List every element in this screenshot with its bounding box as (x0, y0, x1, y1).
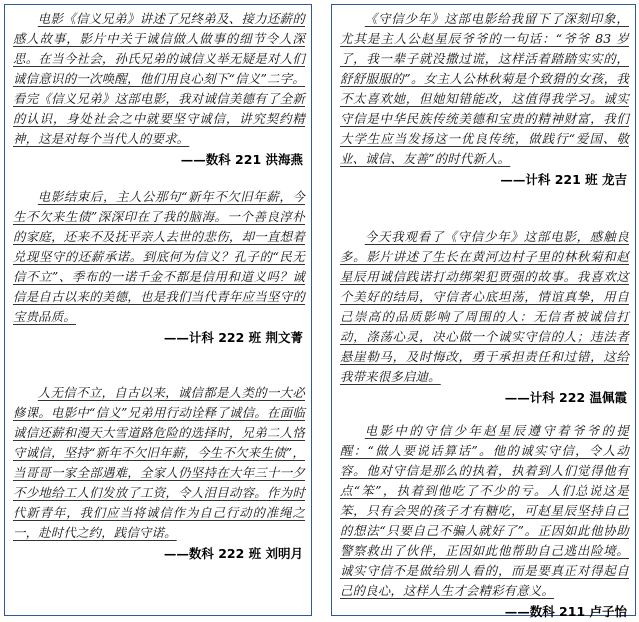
review-text: 电影中的守信少年赵星辰遵守着爷爷的提醒：“做人要说话算话”。他的诚实守信，令人动容。他对守信是那么的执着，执着到人们觉得他有点“笨”，执着到他吃了不少的亏。人们总说这是笨，只有会哭的孩子才有糖吃，可赵星辰坚持自己的想法“只要自己不骗人就好了”。正因如此他协助警察救出了伙伴，正因如此他帮助自己逃出险境。诚实守信不是做给别人看的，而是要真正对得起自己的良心，这样人生才会精彩有意义。 (340, 423, 629, 598)
review-signature: ——计科 221 班 龙吉 (500, 172, 627, 187)
review-text: 电影结束后，主人公那句“新年不欠旧年薪，今生不欠来生债”深深印在了我的脑海。一个善良淳朴的家庭，还来不及抚平亲人去世的悲伤，却一直想着兑现坚守的还薪承诺。到底何为信义？孔子的“民无信不立”、季布的一诺千金不都是信用和道义吗？诚信是自古以来的美德，也是我们当代青年应当坚守的宝贵品质。 (13, 189, 305, 324)
review-text: 今天我观看了《守信少年》这部电影，感触良多。影片讲述了生长在黄河边村子里的林秋菊和赵星辰用诚信践诺打动绑架犯贾强的故事。我喜欢这个美好的结局，守信者心底坦荡，情谊真挚，用自己崇高的品质影响了周围的人：无信者被诚信打动，涤荡心灵，决心做一个诚实守信的人；违法者悬崖勒马，及时悔改，勇于承担责任和过错，这给我带来很多启迪。 (340, 229, 629, 384)
review-card-2 (13, 187, 305, 346)
review-signature: ——数科 221 洪海燕 (180, 152, 303, 167)
review-card-5 (340, 227, 629, 406)
review-text: 《守信少年》这部电影给我留下了深刻印象，尤其是主人公赵星辰爷爷的一句话：“爷爷 83 岁了，我一辈子就没撒过谎，这样活着踏踏实实的，舒舒服服的”。女主人公林秋菊是个致猾的女孩，我不太喜欢她，但她知错能改，这值得我学习。诚实守信是中华民族传统美德和宝贵的精神财富，我们大学生应当发扬这一优良传统，做践行“爱国、敬业、诚信、友善”的时代新人。 (340, 11, 629, 166)
review-signature: ——数科 222 班 刘明月 (163, 546, 303, 561)
review-signature: ——计科 222 温佩霞 (504, 390, 627, 405)
review-card-1 (13, 9, 305, 168)
review-text: 人无信不立，自古以来，诚信都是人类的一大必修课。电影中“信义”兄弟用行动诠释了诚信。在面临诚信还薪和漫天大雪道路危险的选择时，兄弟二人恪守诚信，坚持“新年不欠旧年薪，今生不欠来生债”，当哥哥一家全部遇难，全家人仍坚持在大年三十一夕不少地给工人们发放了工资，令人泪目动容。作为时代新青年，我们应当将诚信作为自己行动的准绳之一，赴时代之约，践信守诺。 (13, 385, 305, 540)
review-card-6 (340, 421, 629, 620)
review-card-4 (340, 9, 629, 188)
review-signature: ——数科 211 卢子怡 (504, 604, 627, 619)
left-review-column (4, 4, 312, 616)
review-card-3 (13, 383, 305, 562)
review-signature: ——计科 222 班 荆文菁 (163, 330, 303, 345)
review-text: 电影《信义兄弟》讲述了兄终弟及、接力还薪的感人故事，影片中关于诚信做人做事的细节令人深思。在当今社会，孙氏兄弟的诚信义举无疑是对人们诚信意识的一次唤醒，他们用良心刻下“信义”二字。看完《信义兄弟》这部电影，我对诚信美德有了全新的认识，身处社会之中就要坚守诚信，讲究契约精神，这是对每个当代人的要求。 (13, 11, 305, 146)
right-review-column (331, 4, 636, 619)
